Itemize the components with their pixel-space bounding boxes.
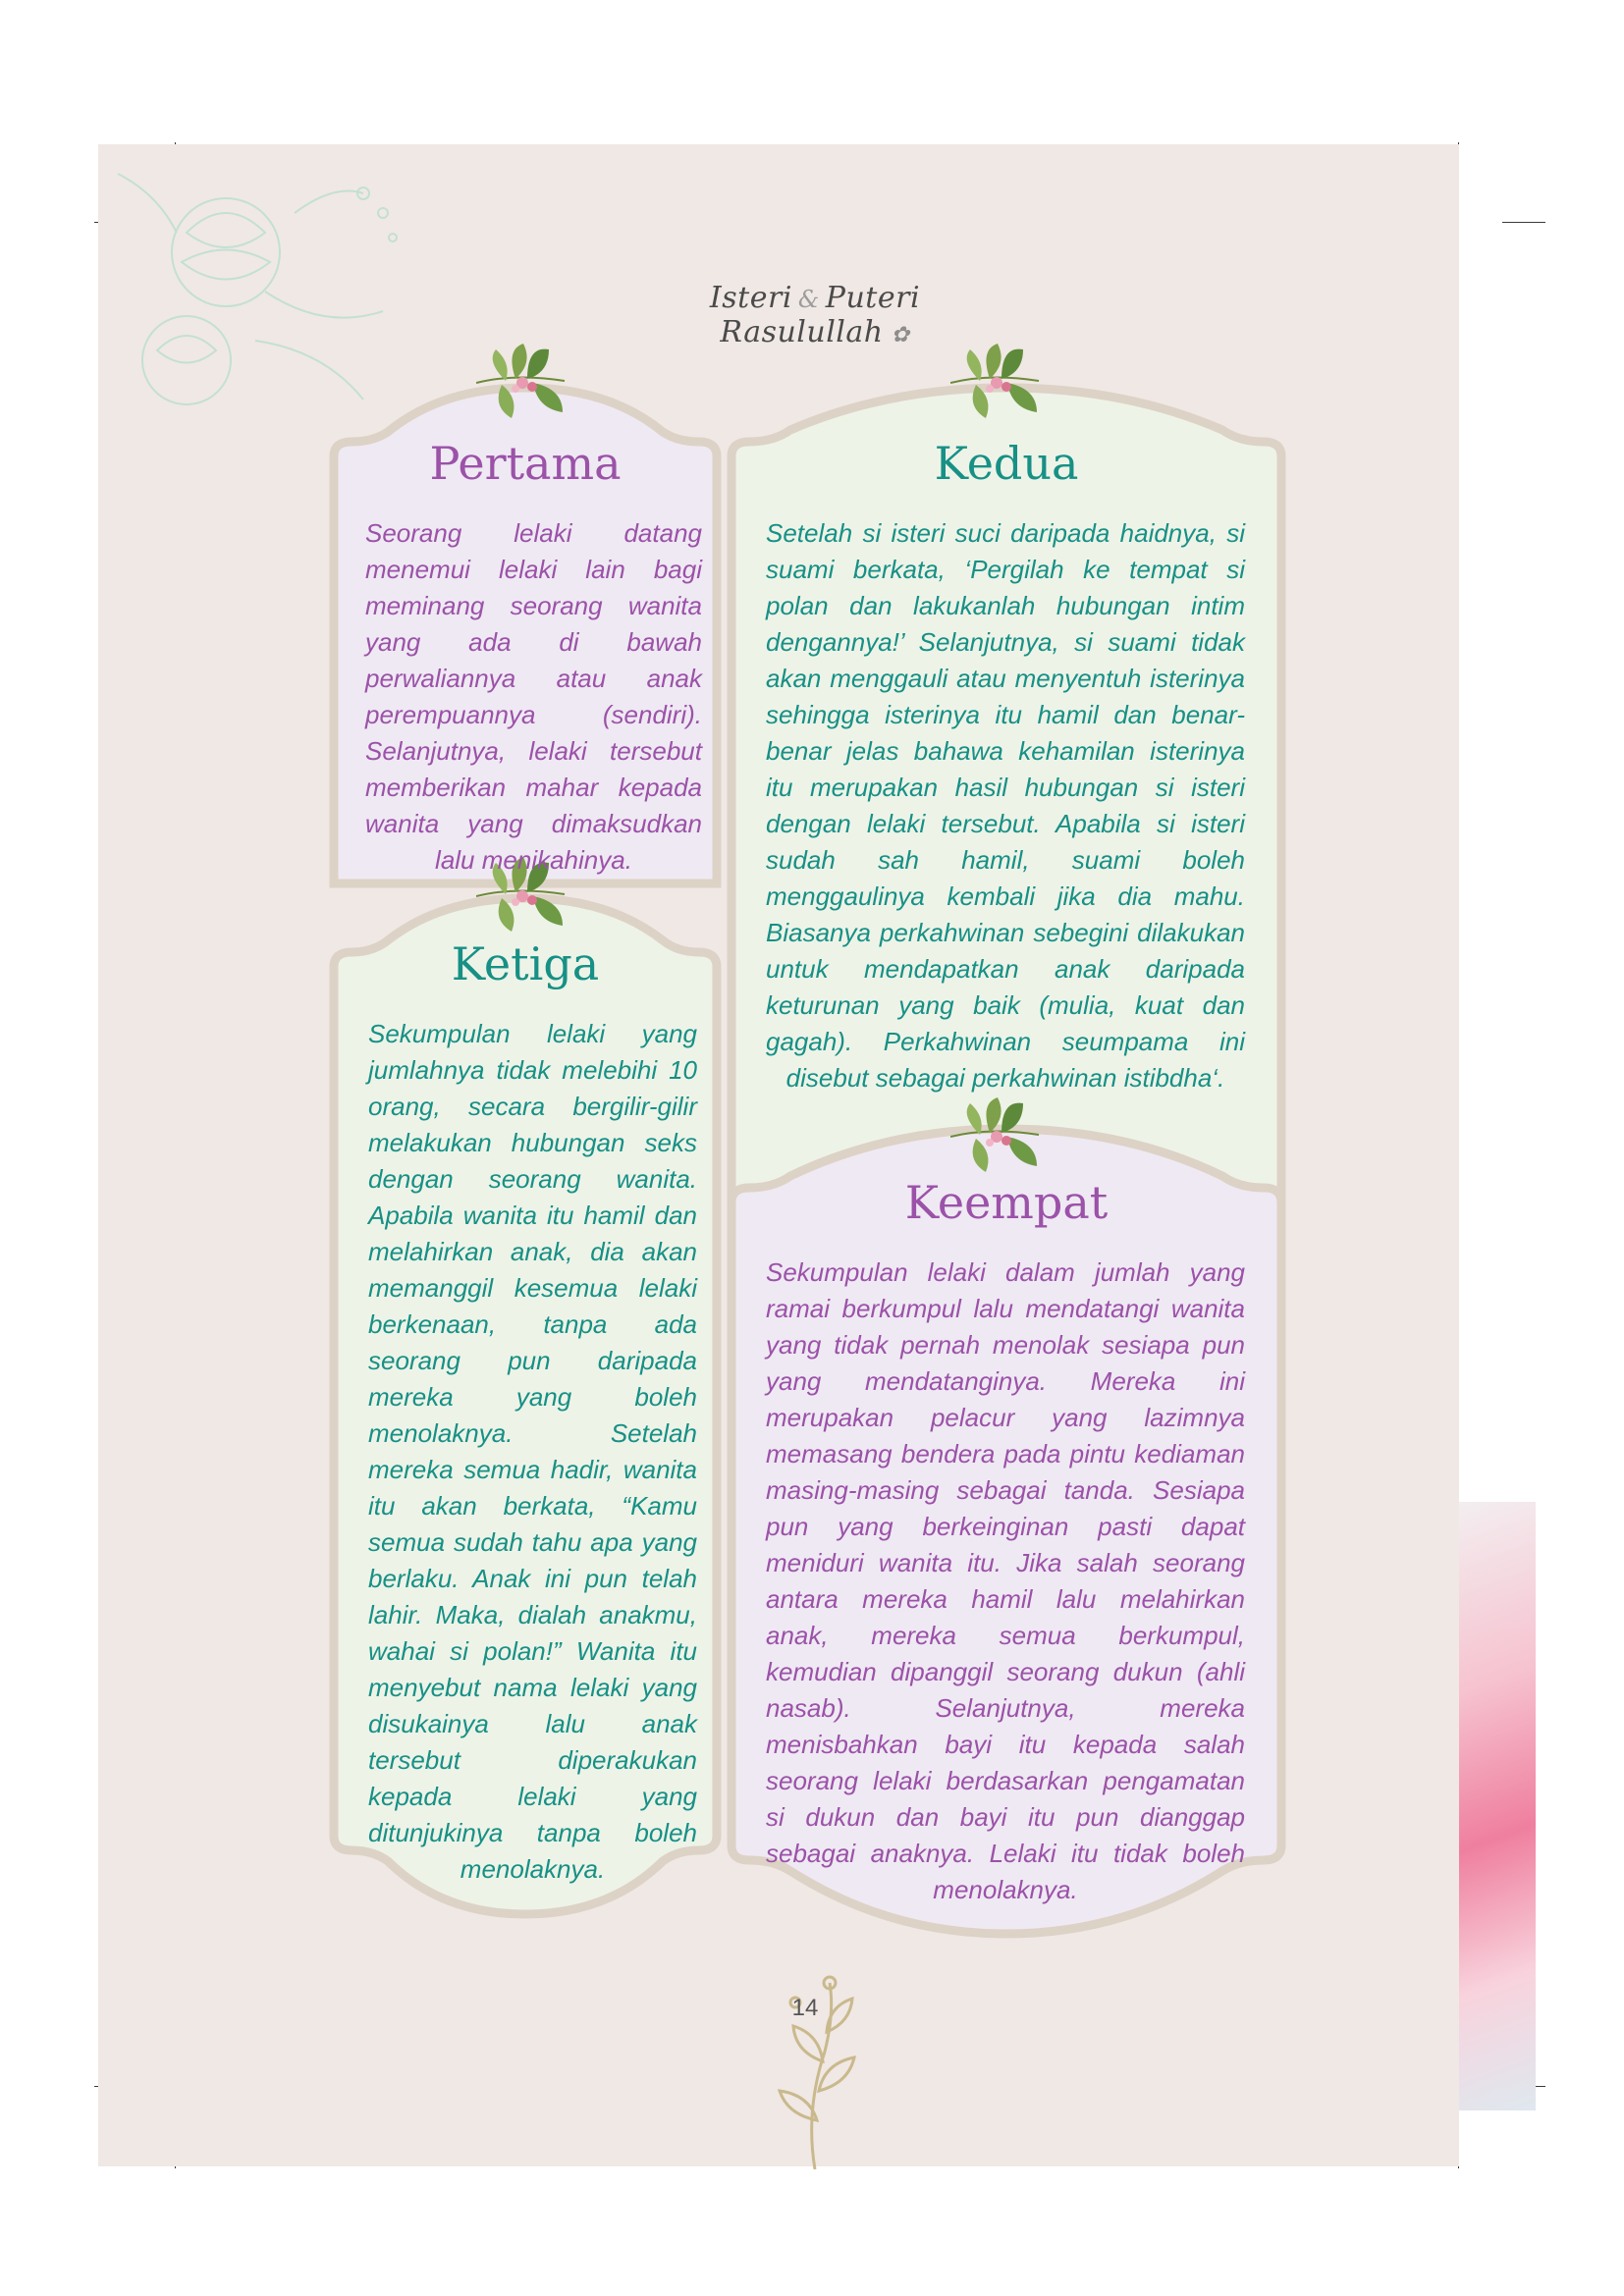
card-text-kedua: Setelah si isteri suci daripada haidnya, si suami berkata, ‘Pergilah ke tempat si polan dan lakukanlah hubungan intim dengannya!’ Selanjutnya, si suami tidak akan menggauli atau menyentuh isterinya sehingga isterinya itu hamil dan benar-benar jelas bahawa kehamilan isterinya itu merupakan hasil hubungan si isteri dengan lelaki tersebut. Apabila si isteri sudah sah hamil, suami boleh menggaulinya kembali jika dia mahu. Biasanya perkahwinan sebegini dilakukan untuk mendapatkan anak daripada keturunan yang baik (mulia, kuat dan gagah). Perkahwinan seumpama ini disebut sebagai perkahwinan istibdha‘. [766,518,1245,1093]
leaf-sprig-icon [476,344,574,422]
card-title-kedua: Kedua [934,437,1079,490]
leaf-sprig-icon [950,1097,1049,1176]
card-text-pertama: Seorang lelaki datang menemui lelaki lain bagi meminang seorang wanita yang ada di bawah perwaliannya atau anak perempuannya (sendiri). Selanjutnya, lelaki tersebut memberikan mahar kepada wanita yang dimaksudkan lalu menikahinya. [365,518,702,875]
card-text-ketiga: Sekumpulan lelaki yang jumlahnya tidak melebihi 10 orang, secara bergilir-gilir melakukan hubungan seks dengan seorang wanita. Apabila wanita itu hamil dan melahirkan anak, dia akan memanggil kesemua lelaki berkenaan, tanpa ada seorang pun daripada mereka yang boleh menolaknya. Setelah mereka semua hadir, wanita itu akan berkata, “Kamu semua sudah tahu apa yang berlaku. Anak ini pun telah lahir. Maka, dialah anakmu, wahai si polan!” Wanita itu menyebut nama lelaki yang disukainya lalu anak tersebut diperakukan kepada lelaki yang ditunjukinya tanpa boleh menolaknya. [368,1019,697,1884]
card-title-pertama: Pertama [429,437,622,490]
header-title-part2: Puteri Rasulullah [720,281,921,349]
card-title-ketiga: Ketiga [451,937,600,990]
card-title-keempat: Keempat [904,1176,1109,1229]
page-number: 14 [791,1995,819,2021]
card-text-keempat: Sekumpulan lelaki dalam jumlah yang ramai berkumpul lalu mendatangi wanita yang tidak pernah menolak sesiapa pun yang mendatanginya. Mereka ini merupakan pelacur yang lazimnya memasang bendera pada pintu kediaman masing-masing sebagai tanda. Sesiapa pun yang berkeinginan pasti dapat meniduri wanita itu. Jika salah seorang antara mereka hamil lalu melahirkan anak, mereka semua berkumpul, kemudian dipanggil seorang dukun (ahli nasab). Selanjutnya, mereka menisbahkan bayi itu kepada salah seorang lelaki berdasarkan pengamatan si dukun dan bayi itu pun dianggap sebagai anaknya. Lelaki itu tidak boleh menolaknya. [766,1257,1245,1904]
flower-emblem-icon: ✿ [891,323,910,347]
header-title-part1: Isteri [709,281,792,315]
header-ampersand: & [797,286,820,313]
leaf-sprig-icon [950,344,1049,422]
